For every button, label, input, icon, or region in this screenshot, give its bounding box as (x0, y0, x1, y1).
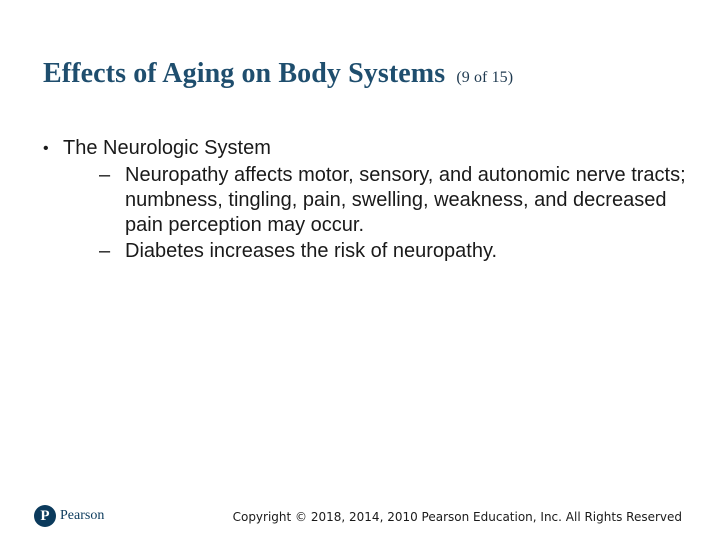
slide-body (43, 136, 703, 265)
subbullet-item (99, 239, 703, 264)
subbullet-marker: – (99, 240, 111, 262)
slide-title-suffix: (9 of 15) (456, 69, 514, 86)
pearson-logo (34, 505, 104, 527)
slide-title-text: Effects of Aging on Body Systems (43, 58, 446, 89)
pearson-logo-word: Pearson (60, 508, 105, 523)
copyright-notice: Copyright © 2018, 2014, 2010 Pearson Education, Inc. All Rights Reserved (232, 510, 682, 524)
subbullet-text: Neuropathy affects motor, sensory, and autonomic nerve tracts; numbness, tingling, pain, swelling, weakness, and decreased pain perception may occur. (125, 164, 686, 236)
subbullet-marker: – (99, 164, 111, 186)
subbullet-item (99, 163, 703, 238)
pearson-logo-icon: P (34, 505, 56, 527)
bullet-item (43, 136, 703, 161)
bullet-marker: • (43, 140, 49, 157)
subbullet-list (99, 163, 703, 264)
bullet-text: The Neurologic System (63, 137, 271, 159)
subbullet-text: Diabetes increases the risk of neuropathy. (125, 240, 498, 262)
slide-title (43, 58, 513, 90)
